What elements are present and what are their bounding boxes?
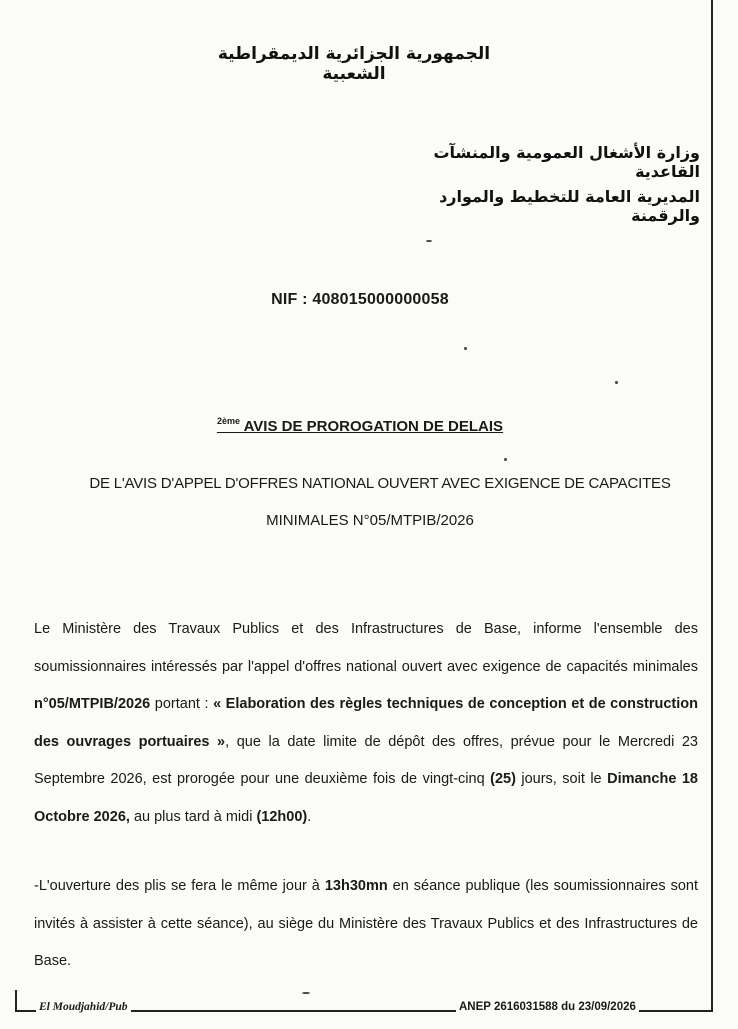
extension-days: (25)	[490, 771, 516, 787]
tender-subject: « Elaboration des règles techniques de conception et de construction des ouvrages portuaires »	[34, 696, 698, 750]
scan-speck	[615, 381, 618, 384]
tender-reference: n°05/MTPIB/2026	[34, 696, 151, 712]
paragraph-opening-text-2: en séance publique (les soumissionnaires sont invités à assister à cette séance), au siège du Ministère des Travaux Publics et des Infrastructures de Base.	[34, 878, 698, 969]
paragraph-main-text-4: jours, soit le	[515, 771, 608, 787]
paragraph-main-text-1: Le Ministère des Travaux Publics et des Infrastructures de Base, informe l'ensemble des soumissionnaires intéressés par l'appel d'offres national ouvert avec exigence de capacités minimales	[34, 621, 698, 675]
paragraph-main-text-5: au plus tard à midi	[129, 808, 257, 825]
page-border-right	[711, 0, 713, 1012]
nif-number: NIF : 408015000000058	[271, 291, 449, 308]
directorate-header: المديرية العامة للتخطيط والموارد والرقمنة	[439, 187, 700, 225]
notice-title	[20, 417, 700, 435]
scan-speck	[426, 240, 432, 242]
paragraph-opening-text-1: -L'ouverture des plis se fera le même jour à	[34, 878, 325, 894]
paragraph-main	[34, 611, 698, 836]
notice-subtitle-line1: DE L'AVIS D'APPEL D'OFFRES NATIONAL OUVERT AVEC EXIGENCE DE CAPACITES	[89, 475, 671, 492]
notice-title-sup: 2ème	[216, 416, 240, 426]
scan-speck	[504, 458, 507, 461]
scan-speck	[464, 347, 467, 350]
page-border-left	[15, 990, 17, 1012]
paragraph-main-text-6: .	[307, 808, 312, 825]
notice-title-main: AVIS DE PROROGATION DE DELAIS	[239, 418, 504, 435]
footer-anep-reference: ANEP 2616031588 du 23/09/2026	[456, 1001, 639, 1013]
republic-header: الجمهورية الجزائرية الديمقراطية الشعبية	[217, 44, 491, 84]
ministry-header: وزارة الأشغال العمومية والمنشآت القاعدية	[433, 143, 700, 181]
scan-speck	[302, 992, 310, 994]
paragraph-main-text-2: portant :	[150, 696, 214, 712]
opening-time: 13h30mn	[324, 878, 388, 894]
footer-publication: El Moudjahid/Pub	[36, 1001, 131, 1013]
new-deadline: Dimanche 18 Octobre 2026,	[34, 771, 698, 825]
deadline-time: (12h00)	[256, 808, 308, 825]
paragraph-main-text-3: , que la date limite de dépôt des offres, prévue pour le Mercredi 23 Septembre 2026, est prorogée pour une deuxième fois de vingt-cinq	[34, 733, 698, 787]
paragraph-opening	[34, 868, 698, 981]
notice-subtitle-line2: MINIMALES N°05/MTPIB/2026	[266, 512, 474, 529]
